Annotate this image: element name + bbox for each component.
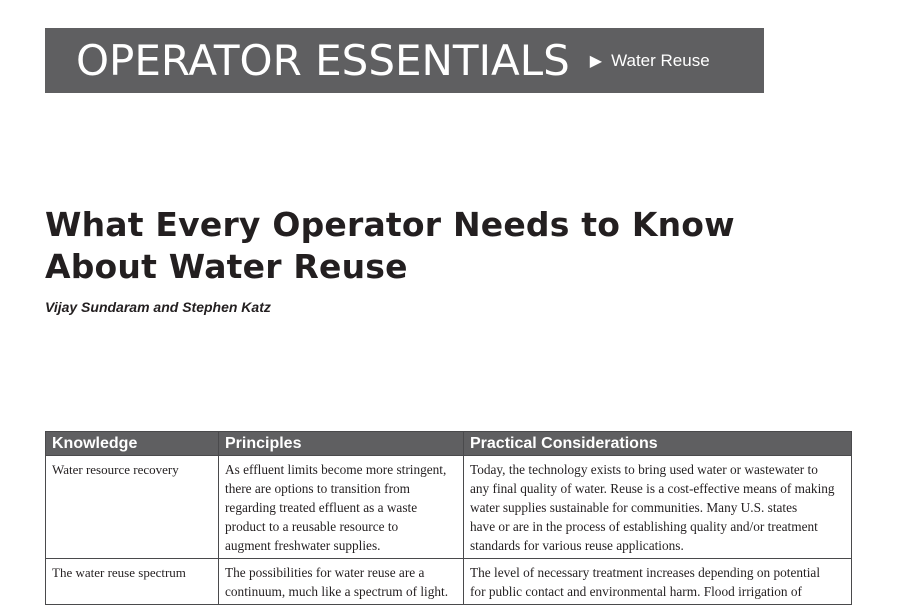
- knowledge-cell: The water reuse spectrum: [46, 559, 219, 605]
- section-banner: [45, 28, 764, 93]
- principles-cell: [219, 559, 464, 605]
- cell-line: for public contact and environmental harm. Flood irrigation of: [470, 584, 802, 599]
- table-row: [46, 559, 852, 605]
- cell-line: any final quality of water. Reuse is a cost-effective means of making: [470, 481, 835, 496]
- practical-cell: [464, 559, 852, 605]
- cell-line: As effluent limits become more stringent,: [225, 462, 447, 477]
- cell-line: standards for various reuse applications.: [470, 538, 684, 553]
- column-header-principles: Principles: [219, 432, 464, 456]
- cell-line: The possibilities for water reuse are a: [225, 565, 425, 580]
- cell-line: there are options to transition from: [225, 481, 411, 496]
- practical-cell: [464, 456, 852, 559]
- table-row: [46, 456, 852, 559]
- article-authors: Vijay Sundaram and Stephen Katz: [45, 299, 271, 315]
- triangle-right-icon: ▶: [589, 51, 603, 70]
- headline-line: About Water Reuse: [45, 247, 408, 286]
- cell-line: regarding treated effluent as a waste: [225, 500, 418, 515]
- cell-line: augment freshwater supplies.: [225, 538, 381, 553]
- headline-line: What Every Operator Needs to Know: [45, 205, 735, 244]
- column-header-practical: Practical Considerations: [464, 432, 852, 456]
- table-header-row: [46, 432, 852, 456]
- cell-line: product to a reusable resource to: [225, 519, 399, 534]
- cell-line: Today, the technology exists to bring used water or wastewater to: [470, 462, 818, 477]
- article-headline: [45, 204, 865, 288]
- banner-subtitle: Water Reuse: [611, 50, 710, 70]
- cell-line: water supplies sustainable for communities. Many U.S. states: [470, 500, 798, 515]
- knowledge-cell: Water resource recovery: [46, 456, 219, 559]
- knowledge-table: [45, 431, 852, 605]
- cell-line: The level of necessary treatment increases depending on potential: [470, 565, 821, 580]
- cell-line: have or are in the process of establishing quality and/or treatment: [470, 519, 818, 534]
- principles-cell: [219, 456, 464, 559]
- column-header-knowledge: Knowledge: [46, 432, 219, 456]
- banner-title: OPERATOR ESSENTIALS: [76, 36, 570, 85]
- cell-line: continuum, much like a spectrum of light.: [225, 584, 449, 599]
